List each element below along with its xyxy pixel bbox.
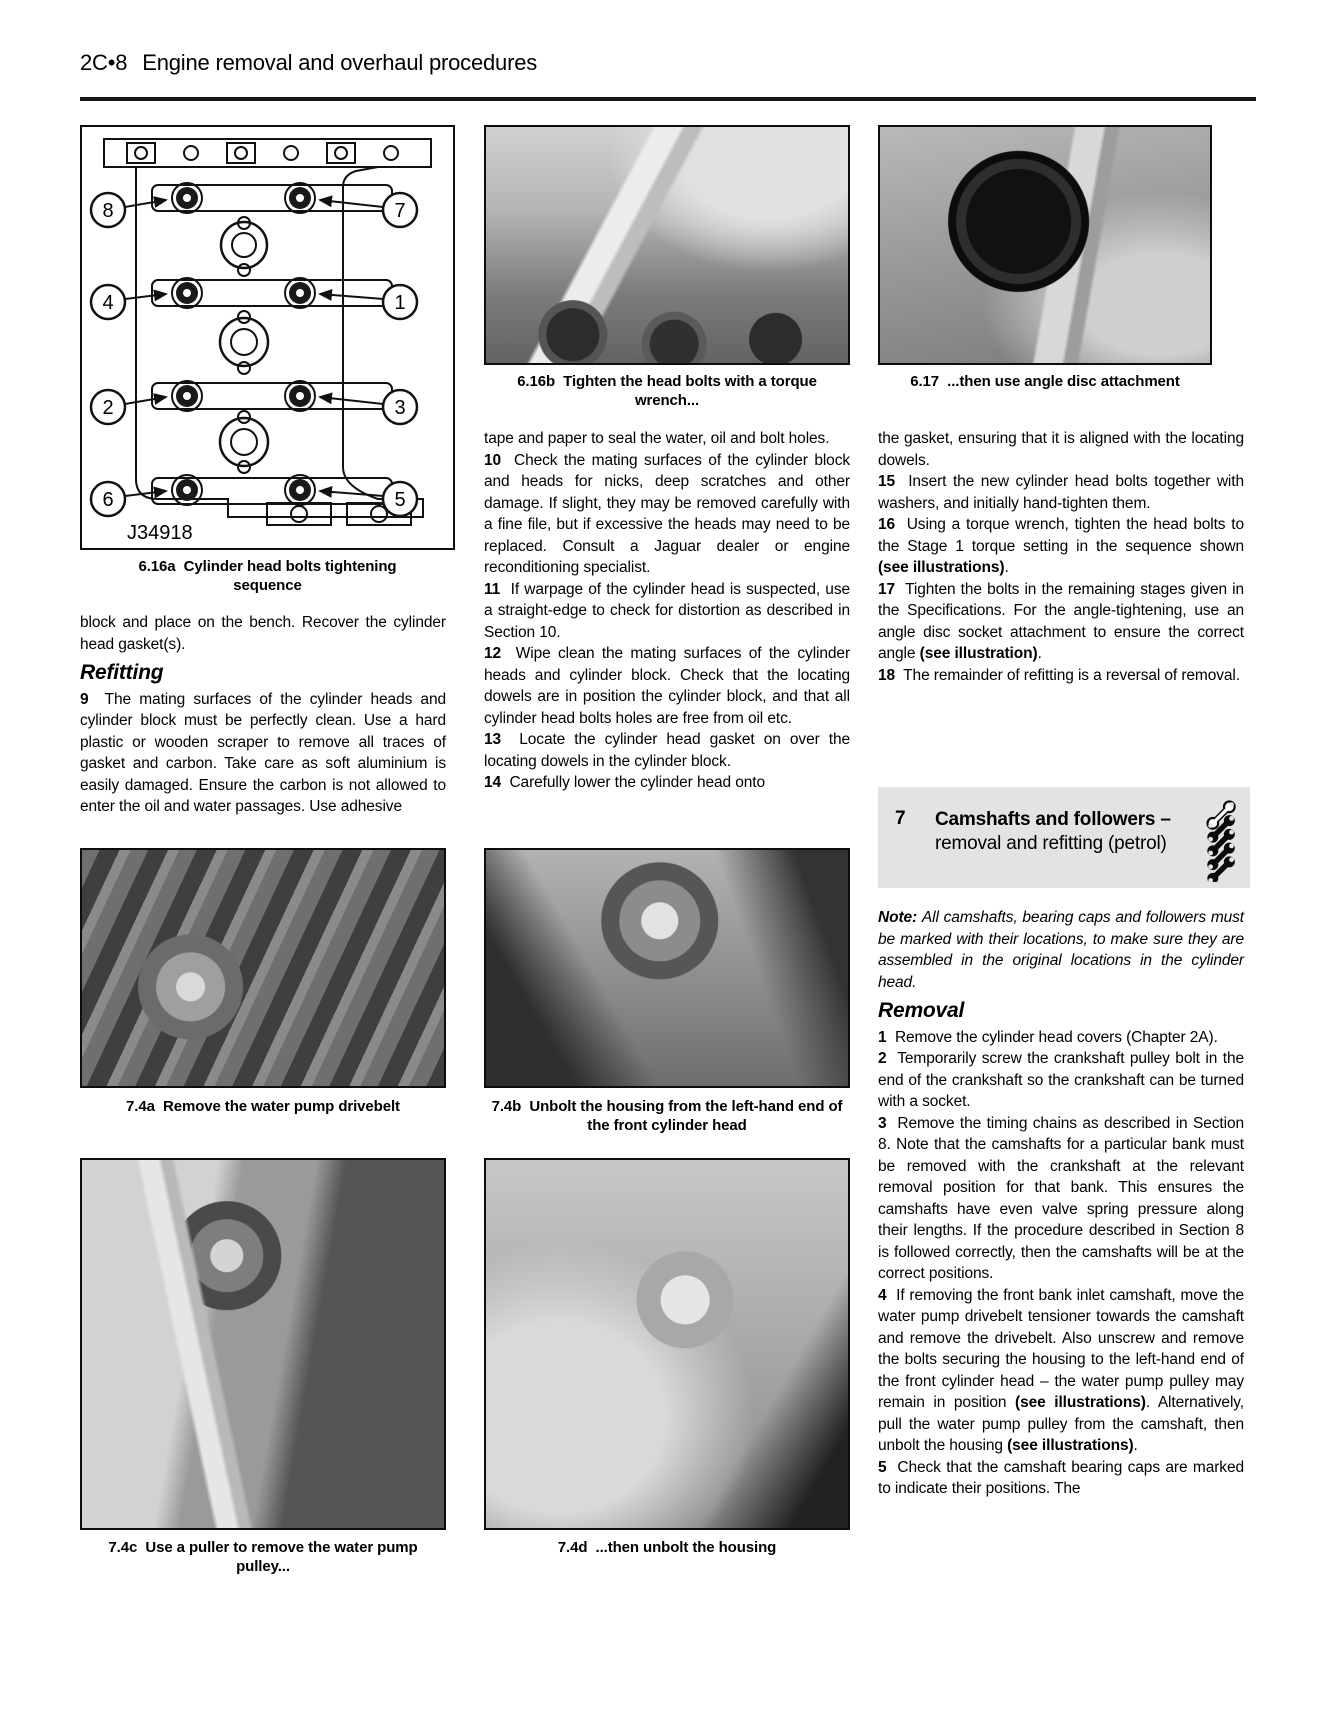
section-7-heading-box [878,787,1250,888]
figure-6-17-caption: 6.17 ...then use angle disc attachment [910,373,1180,390]
paragraph-9: 9 The mating surfaces of the cylinder heads and cylinder block must be perfectly clean. Use a hard plastic or wooden scraper to remove all traces of gasket and carbon. Take care as soft aluminium is easily damaged. Ensure the carbon is not allowed to enter the oil and water passages. Use adhesive [80,690,446,815]
page-header [80,50,537,76]
callout-number: 8 [102,200,114,222]
head-bolts [172,183,315,505]
paragraph-13: 13 Locate the cylinder head gasket on over the locating dowels in the cylinder block. [484,731,851,770]
paragraph-5: 5 Check that the camshaft bearing caps are marked to indicate their positions. The [878,1458,1244,1497]
difficulty-wrenches-icon [1199,794,1245,882]
figure-7-4c-photo [80,1158,446,1530]
diagram-code: J34918 [127,522,193,544]
section-title [935,808,1171,856]
callout-number: 2 [102,397,114,419]
paragraph-15: 15 Insert the new cylinder head bolts together with washers, and initially hand-tighten them. [878,473,1244,512]
paragraph-continuation: tape and paper to seal the water, oil and bolt holes. [484,430,830,447]
callout-number: 5 [394,489,406,511]
removal-heading: Removal [878,999,965,1022]
paragraph-10: 10 Check the mating surfaces of the cylinder block and heads for nicks, deep scratches and other damage. If slight, they may be removed carefully with a fine file, but if excessive the heads may need to be replaced. Consult a Jaguar dealer or engine reconditioning specialist. [484,451,851,576]
figure-6-17-photo [878,125,1212,365]
section-title-line1: Camshafts and followers – [935,809,1171,830]
callout-number: 1 [394,292,406,314]
paragraph-continuation: block and place on the bench. Recover the cylinder head gasket(s). [80,614,446,653]
note-paragraph: Note: All camshafts, bearing caps and followers must be marked with their locations, to make sure they are assembled in the original locations in the cylinder head. [878,909,1245,991]
figure-6-16a-diagram [80,125,455,550]
paragraph-2: 2 Temporarily screw the crankshaft pulley bolt in the end of the crankshaft so the crankshaft can be turned with a socket. [878,1050,1244,1110]
paragraph-11: 11 If warpage of the cylinder head is suspected, use a straight-edge to check for distortion as described in Section 10. [484,580,850,641]
header-rule [80,97,1256,101]
paragraph-17: 17 Tighten the bolts in the remaining stages given in the Specifications. For the angle-tightening, use an angle disc socket attachment to ensure the correct angle (see illustration). [878,580,1245,662]
figure-6-16b-photo [484,125,850,365]
column-2-text [484,428,850,794]
cylinder-head-diagram [82,127,453,548]
page-title: Engine removal and overhaul procedures [142,50,538,75]
figure-6-16b-caption: 6.16b Tighten the head bolts with a torque wrench... [517,373,817,409]
figure-7-4b-photo [484,848,850,1088]
section-title-line2: removal and refitting (petrol) [935,833,1167,854]
page-number: 2C•8 [80,50,128,75]
callout-number: 7 [394,200,406,222]
callout-number: 4 [102,292,114,314]
figure-7-4d-photo [484,1158,850,1530]
paragraph-16: 16 Using a torque wrench, tighten the head bolts to the Stage 1 torque setting in the sequence shown (see illustrations). [878,516,1245,576]
paragraph-3: 3 Remove the timing chains as described in Section 8. Note that the camshafts for a particular bank must be removed with the crankshaft at the relevant removal position for that bank. This ensures the camshafts have even valve spring pressure along their lengths. If the procedure described in Section 8 is followed correctly, then the camshafts will be at the correct positions. [878,1114,1244,1282]
callout-number: 3 [394,397,406,419]
column-3-lower-text [878,907,1244,1500]
paragraph-continuation: the gasket, ensuring that it is aligned with the locating dowels. [878,430,1244,469]
figure-7-4d-caption: 7.4d ...then unbolt the housing [557,1539,777,1556]
paragraph-18: 18 The remainder of refitting is a reversal of removal. [878,666,1240,684]
figure-7-4c-caption: 7.4c Use a puller to remove the water pump pulley... [108,1539,418,1575]
column-1-text [80,612,446,818]
callout-number: 6 [102,489,114,511]
paragraph-12: 12 Wipe clean the mating surfaces of the cylinder heads and cylinder block. Check that the locating dowels are in position the cylinder block, and that all cylinder head bolts holes are free from oil etc. [484,645,851,727]
paragraph-1: 1 Remove the cylinder head covers (Chapter 2A). [878,1028,1218,1046]
column-3-upper-text [878,428,1244,686]
refitting-heading: Refitting [80,661,164,684]
figure-6-16a-caption: 6.16a Cylinder head bolts tightening sequence [138,558,397,594]
figure-7-4a-caption: 7.4a Remove the water pump drivebelt [126,1098,400,1115]
sequence-callouts [91,193,417,516]
figure-7-4b-caption: 7.4b Unbolt the housing from the left-hand end of the front cylinder head [491,1098,843,1134]
paragraph-4: 4 If removing the front bank inlet camshaft, move the water pump drivebelt tensioner towards the camshaft and remove the drivebelt. Also unscrew and remove the bolts securing the housing to the left-hand end of the front cylinder head – the water pump pulley may remain in position (see illustrations). Alternatively, pull the water pump pulley from the camshaft, then unbolt the housing (see illustrations). [878,1286,1244,1454]
figure-7-4a-photo [80,848,446,1088]
section-number: 7 [895,808,906,829]
paragraph-14: 14 Carefully lower the cylinder head onto [484,774,765,791]
